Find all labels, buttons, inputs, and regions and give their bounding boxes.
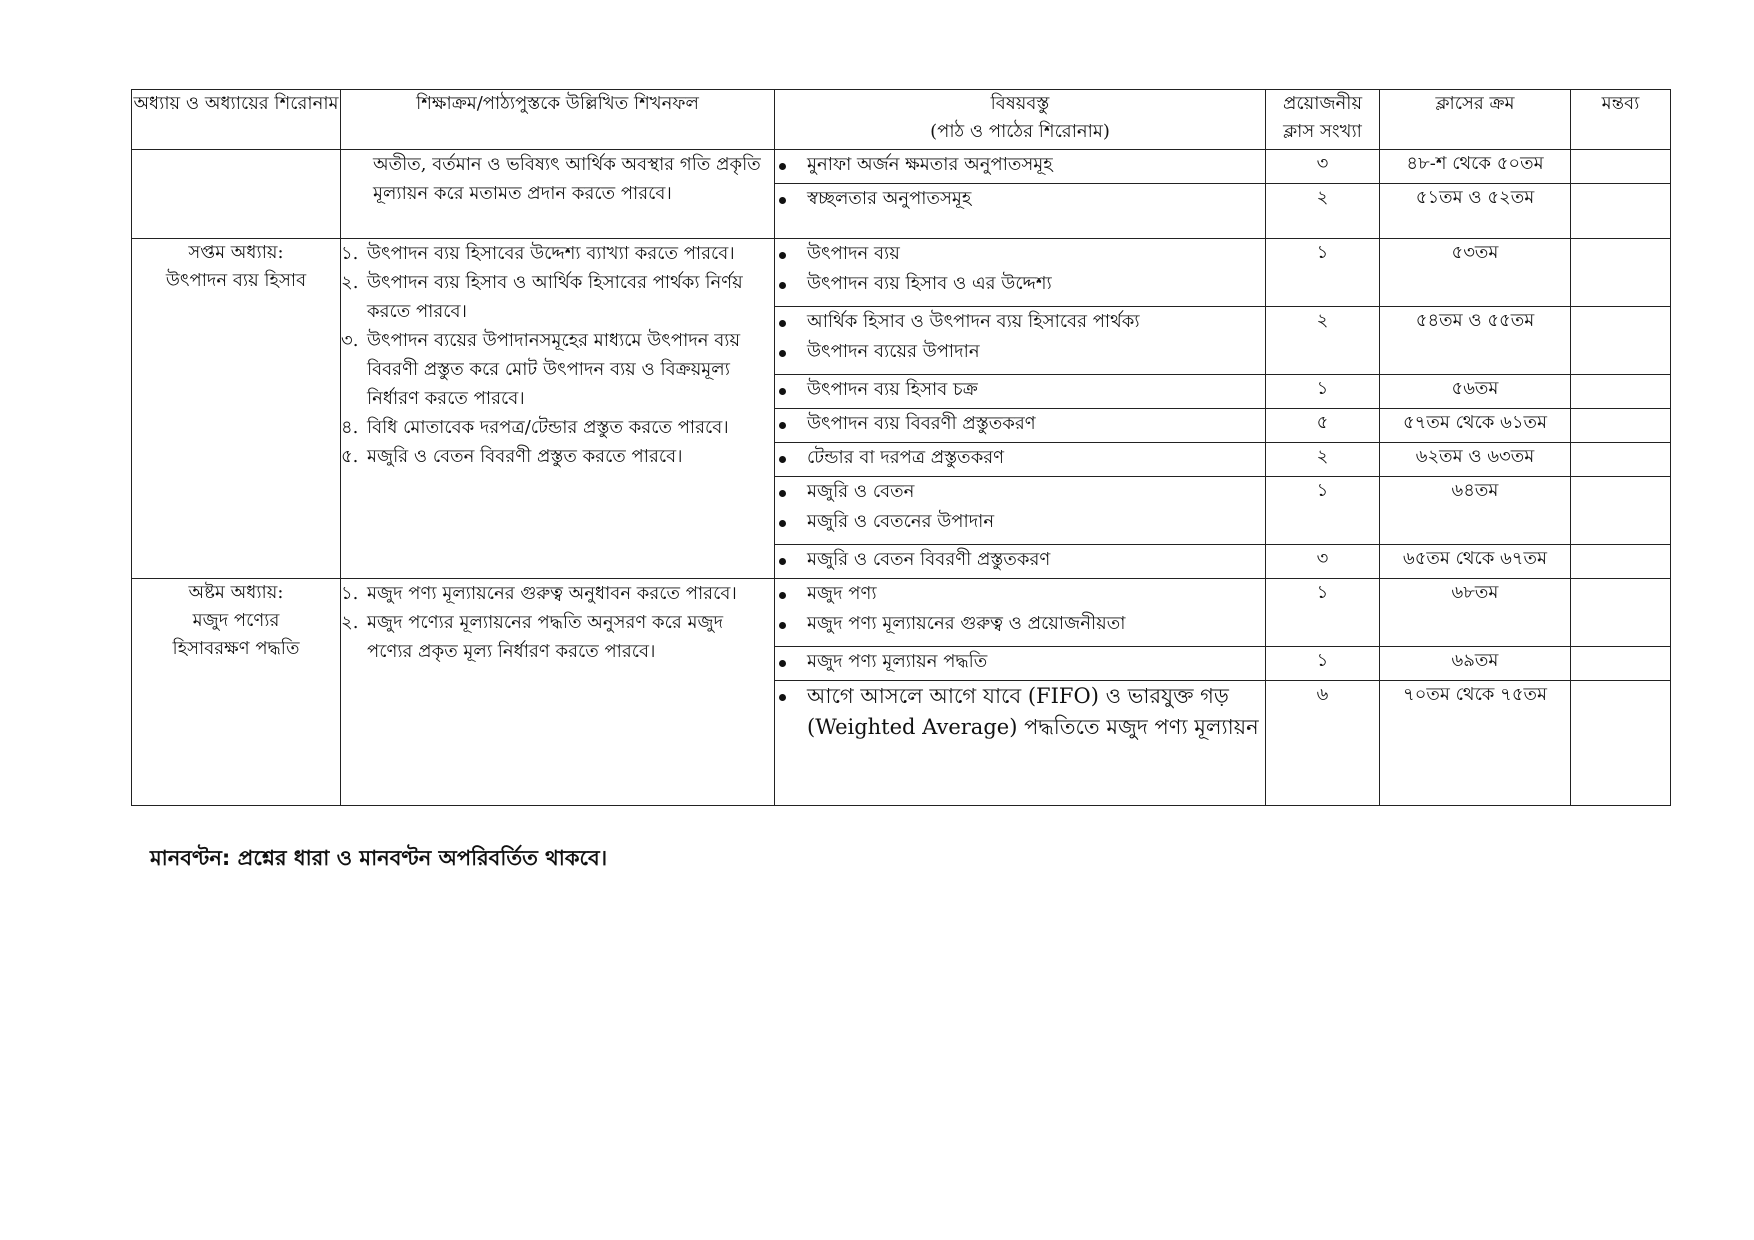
outcomes-cell [341,150,775,239]
order-cell: ৫১তম ও ৫২তম [1380,184,1571,239]
remarks-cell [1571,477,1671,545]
list-item: উৎপাদন ব্যয় বিবরণী প্রস্তুতকরণ [775,409,1265,439]
content-cell [775,307,1266,375]
list-item: উৎপাদন ব্যয়ের উপাদান [775,337,1265,367]
remarks-cell [1571,409,1671,443]
header-order: ক্লাসের ক্রম [1380,90,1571,150]
chapter-cell [132,150,341,239]
classes-cell: ১ [1266,477,1380,545]
header-content-line1: বিষয়বস্তু [990,93,1050,114]
order-cell: ৬২তম ও ৬৩তম [1380,443,1571,477]
order-cell: ৬৪তম [1380,477,1571,545]
list-item: উৎপাদন ব্যয় হিসাব চক্র [775,375,1265,405]
content-cell [775,477,1266,545]
order-cell: ৫৩তম [1380,239,1571,307]
classes-cell: ১ [1266,375,1380,409]
remarks-cell [1571,239,1671,307]
header-remarks: মন্তব্য [1571,90,1671,150]
order-cell: ৫৬তম [1380,375,1571,409]
content-cell [775,681,1266,806]
chapter-title: হিসাবরক্ষণ পদ্ধতি [172,638,300,659]
header-outcomes: শিক্ষাক্রম/পাঠ্যপুস্তকে উল্লিখিত শিখনফল [341,90,775,150]
classes-cell: ৩ [1266,150,1380,184]
chapter-number: সপ্তম অধ্যায়: [188,242,284,263]
content-cell [775,150,1266,184]
outcomes-cell [341,579,775,806]
classes-cell: ৬ [1266,681,1380,806]
order-cell: ৭০তম থেকে ৭৫তম [1380,681,1571,806]
syllabus-table [131,89,1671,806]
list-item: টেন্ডার বা দরপত্র প্রস্তুতকরণ [775,443,1265,473]
classes-cell: ৩ [1266,545,1380,579]
classes-cell: ১ [1266,579,1380,647]
header-content [775,90,1266,150]
chapter-title: উৎপাদন ব্যয় হিসাব [165,270,307,291]
remarks-cell [1571,307,1671,375]
header-classes-line1: প্রয়োজনীয় [1282,93,1363,114]
list-item: মজুরি ও বেতনের উপাদান [775,507,1265,537]
content-cell [775,647,1266,681]
outcome-item: ১. উৎপাদন ব্যয় হিসাবের উদ্দেশ্য ব্যাখ্যা করতে পারবে। [341,243,735,264]
classes-cell: ১ [1266,239,1380,307]
order-cell: ৬৯তম [1380,647,1571,681]
outcome-item: ৩. উৎপাদন ব্যয়ের উপাদানসমূহের মাধ্যমে উৎপাদন ব্যয় বিবরণী প্রস্তুত করে মোট উৎপাদন ব্যয় ও বিক্রয়মূল্য নির্ধারণ করতে পারবে। [341,330,741,409]
remarks-cell [1571,150,1671,184]
list-item: মজুদ পণ্য মূল্যায়নের গুরুত্ব ও প্রয়োজনীয়তা [775,609,1265,639]
list-item: মজুদ পণ্য মূল্যায়ন পদ্ধতি [775,647,1265,677]
content-cell [775,545,1266,579]
classes-cell: ১ [1266,647,1380,681]
order-cell: ৫৭তম থেকে ৬১তম [1380,409,1571,443]
content-cell [775,184,1266,239]
content-cell [775,409,1266,443]
order-cell: ৬৮তম [1380,579,1571,647]
list-item: আর্থিক হিসাব ও উৎপাদন ব্যয় হিসাবের পার্থক্য [775,307,1265,337]
classes-cell: ২ [1266,184,1380,239]
content-cell [775,239,1266,307]
content-cell [775,443,1266,477]
remarks-cell [1571,443,1671,477]
header-classes-line2: ক্লাস সংখ্যা [1283,121,1362,142]
remarks-cell [1571,375,1671,409]
order-cell: ৫৪তম ও ৫৫তম [1380,307,1571,375]
remarks-cell [1571,647,1671,681]
outcome-item: ২. উৎপাদন ব্যয় হিসাব ও আর্থিক হিসাবের পার্থক্য নির্ণয় করতে পারবে। [341,272,743,322]
header-classes [1266,90,1380,150]
content-cell [775,579,1266,647]
classes-cell: ২ [1266,307,1380,375]
chapter-title: মজুদ পণ্যের [192,610,280,631]
chapter-number: অষ্টম অধ্যায়: [188,582,284,603]
chapter-cell [132,579,341,806]
remarks-cell [1571,681,1671,806]
classes-cell: ২ [1266,443,1380,477]
list-item: মজুরি ও বেতন বিবরণী প্রস্তুতকরণ [775,545,1265,575]
remarks-cell [1571,184,1671,239]
list-item: উৎপাদন ব্যয় হিসাব ও এর উদ্দেশ্য [775,269,1265,299]
list-item: উৎপাদন ব্যয় [775,239,1265,269]
list-item: স্বচ্ছলতার অনুপাতসমূহ [775,184,1265,214]
order-cell: ৬৫তম থেকে ৬৭তম [1380,545,1571,579]
table-row [132,150,1671,184]
marks-distribution-note: মানবণ্টন: প্রশ্নের ধারা ও মানবণ্টন অপরিবর্তিত থাকবে। [150,846,608,870]
outcome-item: ৪. বিধি মোতাবেক দরপত্র/টেন্ডার প্রস্তুত করতে পারবে। [341,417,729,438]
order-cell: ৪৮-শ থেকে ৫০তম [1380,150,1571,184]
outcomes-cell [341,239,775,579]
table-row [132,579,1671,647]
outcome-item: ১. মজুদ পণ্য মূল্যায়নের গুরুত্ব অনুধাবন করতে পারবে। [341,583,737,604]
table-row [132,239,1671,307]
outcome-item: ২. মজুদ পণ্যের মূল্যায়নের পদ্ধতি অনুসরণ করে মজুদ পণ্যের প্রকৃত মূল্য নির্ধারণ করতে পারবে। [341,612,724,662]
list-item: আগে আসলে আগে যাবে (FIFO) ও ভারযুক্ত গড় (Weighted Average) পদ্ধতিতে মজুদ পণ্য মূল্যায়ন [775,681,1265,743]
outcome-item: ৫. মজুরি ও বেতন বিবরণী প্রস্তুত করতে পারবে। [341,446,683,467]
remarks-cell [1571,545,1671,579]
outcome-text: অতীত, বর্তমান ও ভবিষ্যৎ আর্থিক অবস্থার গতি প্রকৃতি মূল্যায়ন করে মতামত প্রদান করতে পারবে। [373,154,761,204]
list-item: মুনাফা অর্জন ক্ষমতার অনুপাতসমূহ [775,150,1265,180]
remarks-cell [1571,579,1671,647]
list-item: মজুদ পণ্য [775,579,1265,609]
header-content-line2: (পাঠ ও পাঠের শিরোনাম) [930,121,1110,142]
chapter-cell [132,239,341,579]
content-cell [775,375,1266,409]
header-chapter: অধ্যায় ও অধ্যায়ের শিরোনাম [132,90,341,150]
header-row [132,90,1671,150]
classes-cell: ৫ [1266,409,1380,443]
list-item: মজুরি ও বেতন [775,477,1265,507]
